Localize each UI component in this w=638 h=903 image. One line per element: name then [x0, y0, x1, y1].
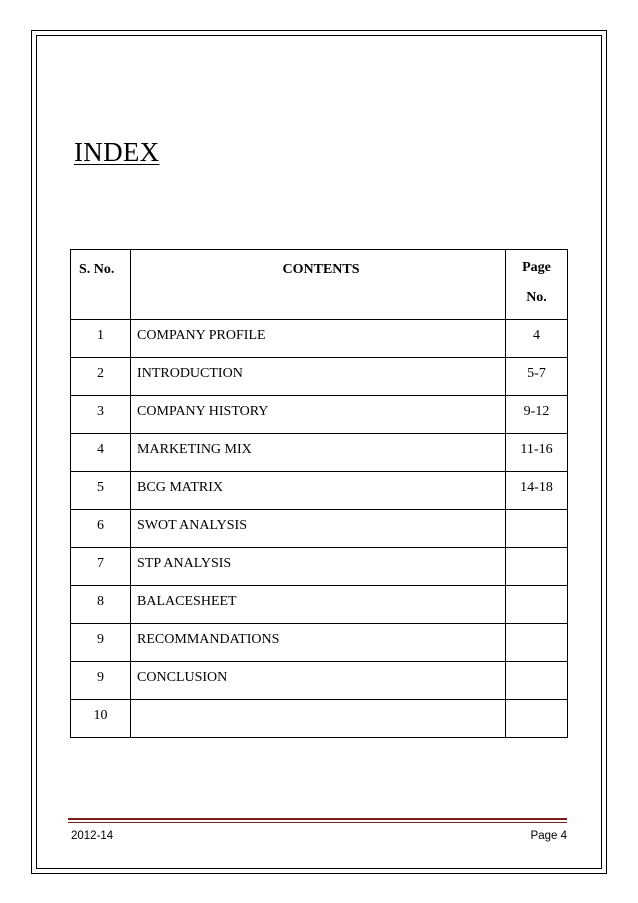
row-content: MARKETING MIX	[131, 434, 506, 472]
row-page	[506, 586, 568, 624]
row-content: INTRODUCTION	[131, 358, 506, 396]
row-content	[131, 700, 506, 738]
row-page: 11-16	[506, 434, 568, 472]
table-row	[71, 320, 568, 358]
row-content: COMPANY PROFILE	[131, 320, 506, 358]
row-page	[506, 662, 568, 700]
table-row	[71, 434, 568, 472]
row-page: 9-12	[506, 396, 568, 434]
table-row	[71, 472, 568, 510]
header-contents: CONTENTS	[131, 250, 506, 320]
row-sno: 6	[71, 510, 131, 548]
row-page	[506, 548, 568, 586]
table-row	[71, 358, 568, 396]
index-table	[70, 249, 568, 738]
footer-rule	[68, 818, 567, 820]
table-row	[71, 396, 568, 434]
row-sno: 7	[71, 548, 131, 586]
row-content: COMPANY HISTORY	[131, 396, 506, 434]
row-sno: 2	[71, 358, 131, 396]
row-page	[506, 510, 568, 548]
table-row	[71, 510, 568, 548]
page-title: INDEX	[74, 137, 160, 167]
row-content: BCG MATRIX	[131, 472, 506, 510]
table-row	[71, 624, 568, 662]
row-page	[506, 700, 568, 738]
row-sno: 3	[71, 396, 131, 434]
row-page: 5-7	[506, 358, 568, 396]
footer-year: 2012-14	[71, 830, 114, 842]
row-content: STP ANALYSIS	[131, 548, 506, 586]
row-sno: 9	[71, 662, 131, 700]
row-content: BALACESHEET	[131, 586, 506, 624]
table-header-row	[71, 250, 568, 320]
header-sno: S. No.	[71, 250, 131, 320]
table-row	[71, 586, 568, 624]
row-sno: 10	[71, 700, 131, 738]
row-content: RECOMMANDATIONS	[131, 624, 506, 662]
footer-page-number: Page 4	[530, 830, 567, 842]
row-sno: 4	[71, 434, 131, 472]
table-row	[71, 548, 568, 586]
table-row	[71, 700, 568, 738]
row-page: 14-18	[506, 472, 568, 510]
row-sno: 9	[71, 624, 131, 662]
row-page: 4	[506, 320, 568, 358]
header-page-line2: No.	[526, 290, 547, 305]
header-page-line1: Page	[522, 260, 551, 275]
row-content: CONCLUSION	[131, 662, 506, 700]
row-sno: 1	[71, 320, 131, 358]
footer-rule-thin	[68, 822, 567, 823]
row-sno: 8	[71, 586, 131, 624]
row-content: SWOT ANALYSIS	[131, 510, 506, 548]
row-page	[506, 624, 568, 662]
row-sno: 5	[71, 472, 131, 510]
header-page-no	[506, 250, 568, 320]
table-row	[71, 662, 568, 700]
